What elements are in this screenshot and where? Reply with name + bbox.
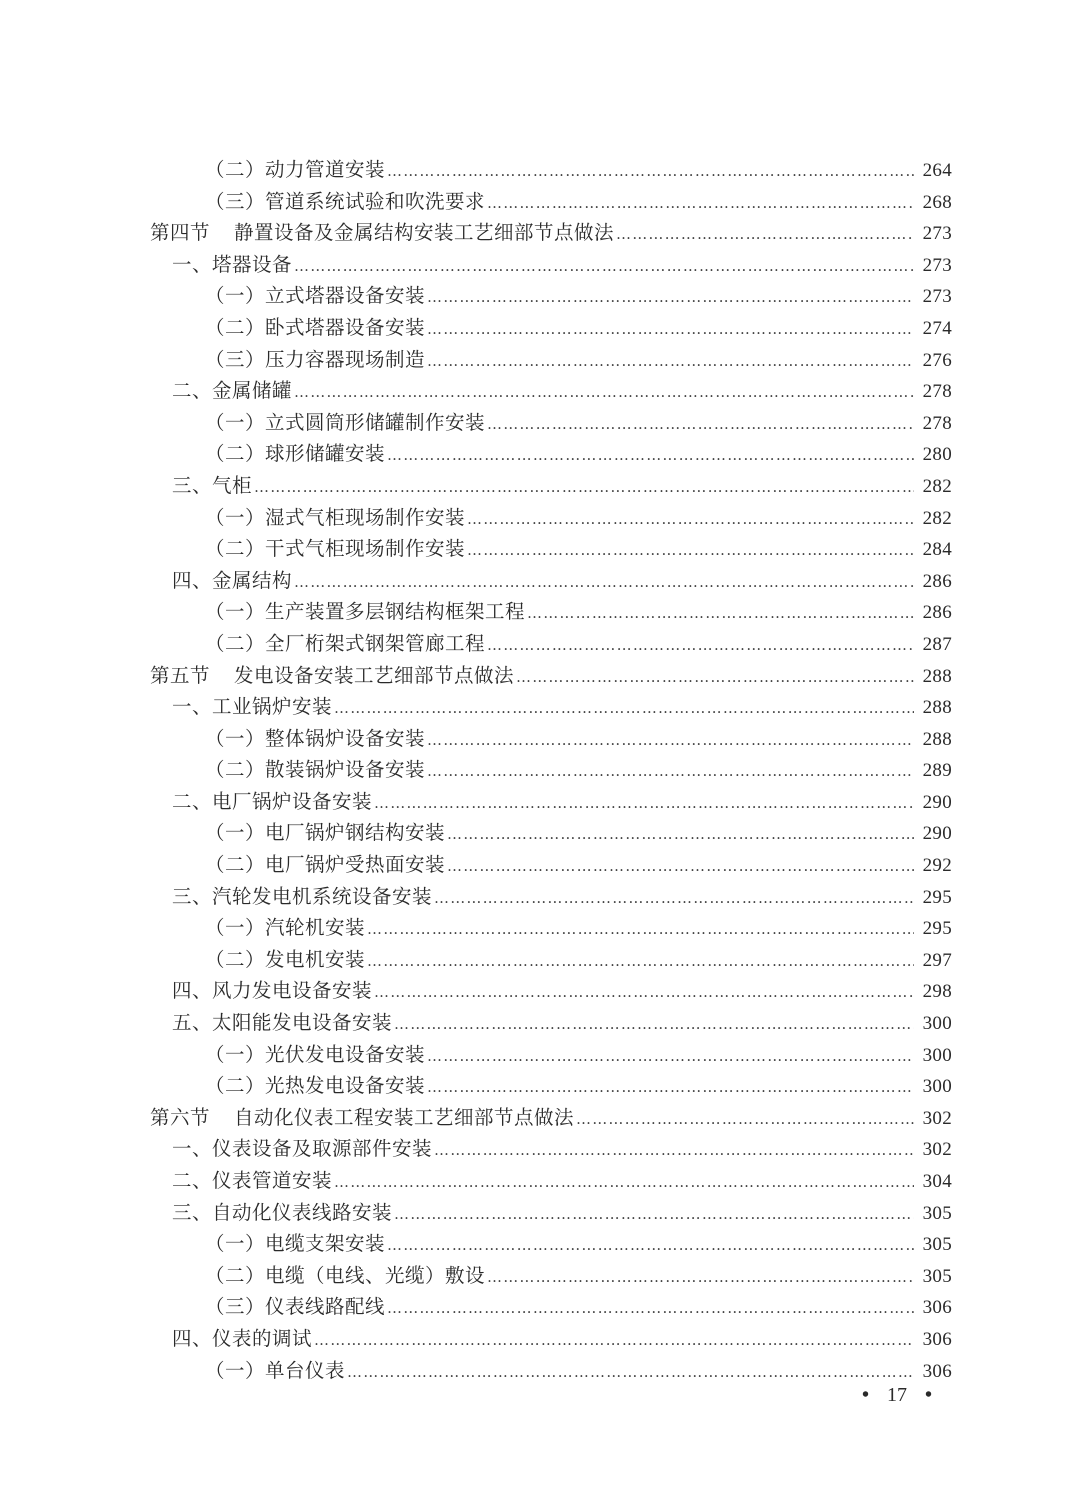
toc-page-number: 273	[922, 254, 952, 276]
toc-entry-text: （二）电厂锅炉受热面安装	[205, 853, 446, 877]
toc-entry-text: （二）球形储罐安装	[205, 442, 386, 466]
toc-entry-text: 三、气柜	[172, 473, 253, 497]
toc-entry[interactable]	[150, 1260, 952, 1292]
toc-entry[interactable]	[150, 1228, 952, 1260]
toc-page-number: 280	[922, 444, 952, 466]
toc-entry-title	[172, 975, 372, 1007]
toc-entry-text: （二）发电机安装	[205, 947, 366, 971]
toc-dot-leader	[467, 504, 914, 536]
toc-entry[interactable]	[150, 375, 952, 407]
toc-entry[interactable]	[150, 217, 952, 249]
toc-dot-leader	[394, 1009, 914, 1041]
toc-dot-leader	[434, 883, 914, 915]
toc-entry-text: （二）散装锅炉设备安装	[205, 758, 426, 782]
toc-entry[interactable]	[150, 1133, 952, 1165]
toc-entry[interactable]	[150, 1291, 952, 1323]
toc-dot-leader	[467, 535, 914, 567]
toc-dot-leader	[487, 409, 914, 441]
toc-entry-title	[205, 186, 485, 218]
toc-entry-text: （一）整体锅炉设备安装	[205, 726, 426, 750]
toc-dot-leader	[427, 346, 914, 378]
toc-page-number: 300	[922, 1044, 952, 1066]
toc-entry[interactable]	[150, 1165, 952, 1197]
toc-entry-title	[205, 533, 465, 565]
toc-dot-leader	[387, 1230, 914, 1262]
toc-entry-title	[172, 1165, 332, 1197]
toc-page-number: 306	[922, 1297, 952, 1319]
toc-dot-leader	[294, 567, 914, 599]
toc-page-number: 284	[922, 539, 952, 561]
toc-entry-text: 自动化仪表工程安装工艺细部节点做法	[234, 1105, 575, 1129]
toc-dot-leader	[447, 851, 914, 883]
toc-page-number: 305	[922, 1265, 952, 1287]
toc-page-number: 264	[922, 160, 952, 181]
toc-dot-leader	[516, 662, 914, 694]
toc-page-number: 304	[922, 1171, 952, 1192]
toc-entry[interactable]	[150, 312, 952, 344]
toc-entry-title	[205, 817, 445, 849]
toc-entry-text: 二、仪表管道安装	[172, 1169, 333, 1192]
toc-page-number: 302	[922, 1107, 952, 1129]
toc-page-number: 268	[922, 191, 952, 213]
toc-page-number: 288	[922, 665, 952, 687]
toc-entry[interactable]	[150, 912, 952, 944]
toc-entry-title	[172, 881, 432, 913]
toc-entry-text: 一、塔器设备	[172, 252, 293, 276]
toc-entry[interactable]	[150, 1070, 952, 1102]
toc-entry-text: 静置设备及金属结构安装工艺细部节点做法	[234, 221, 615, 245]
toc-entry[interactable]	[150, 596, 952, 628]
toc-page-number: 295	[922, 886, 952, 908]
toc-entry-title	[172, 565, 292, 597]
toc-entry[interactable]	[150, 975, 952, 1007]
toc-entry-title	[150, 660, 514, 692]
toc-entry-title	[205, 280, 425, 312]
page-number-dot-right: •	[924, 1384, 932, 1406]
toc-entry-text: （一）单台仪表	[205, 1358, 346, 1382]
toc-entry-title	[172, 1133, 432, 1165]
toc-dot-leader	[254, 472, 914, 504]
toc-page-number: 290	[922, 823, 952, 845]
toc-dot-leader	[394, 1199, 914, 1231]
toc-page-number: 305	[922, 1234, 952, 1256]
toc-entry-text: （一）立式塔器设备安装	[205, 284, 426, 308]
toc-entry-title	[205, 944, 365, 976]
toc-page-number: 300	[922, 1076, 952, 1098]
toc-entry[interactable]	[150, 660, 952, 692]
toc-entry-title	[172, 249, 292, 281]
toc-dot-leader	[487, 188, 914, 220]
toc-entry[interactable]	[150, 628, 952, 660]
toc-entry-title	[172, 1197, 392, 1229]
toc-entry-title	[205, 723, 425, 755]
toc-entry-text: （一）电厂锅炉钢结构安装	[205, 821, 446, 845]
toc-dot-leader	[576, 1104, 914, 1136]
toc-entry[interactable]	[150, 691, 952, 723]
toc-entry[interactable]	[150, 754, 952, 786]
toc-entry-text: （三）压力容器现场制造	[205, 347, 426, 371]
toc-page-number: 274	[922, 317, 952, 339]
toc-entry-text: （二）光热发电设备安装	[205, 1074, 426, 1098]
toc-page-number: 278	[922, 381, 952, 403]
toc-entry[interactable]	[150, 407, 952, 439]
toc-entry-text: 三、自动化仪表线路安装	[172, 1200, 393, 1224]
toc-entry[interactable]	[150, 1007, 952, 1039]
toc-entry[interactable]	[150, 249, 952, 281]
toc-entry[interactable]	[150, 154, 952, 186]
toc-entry[interactable]	[150, 817, 952, 849]
toc-entry-title	[172, 1007, 392, 1039]
toc-page-number: 300	[922, 1013, 952, 1035]
toc-dot-leader	[387, 156, 914, 188]
toc-dot-leader	[427, 1072, 914, 1104]
toc-entry[interactable]	[150, 1102, 952, 1134]
toc-dot-leader	[294, 251, 914, 283]
toc-entry[interactable]	[150, 786, 952, 818]
toc-dot-leader	[374, 788, 914, 820]
toc-entry-text: （二）动力管道安装	[205, 158, 386, 181]
toc-page-number: 286	[922, 570, 952, 592]
toc-entry[interactable]	[150, 881, 952, 913]
toc-page-number: 289	[922, 760, 952, 782]
toc-page-number: 286	[922, 602, 952, 624]
toc-page-number: 288	[922, 728, 952, 750]
toc-entry-title	[205, 596, 525, 628]
toc-page-number: 298	[922, 981, 952, 1003]
toc-dot-leader	[487, 1262, 914, 1294]
toc-page-number: 287	[922, 633, 952, 655]
toc-entry-text: 一、仪表设备及取源部件安装	[172, 1137, 433, 1161]
toc-entry-title	[205, 1260, 485, 1292]
toc-entry-text: （二）卧式塔器设备安装	[205, 315, 426, 339]
toc-dot-leader	[367, 914, 914, 946]
toc-entry[interactable]	[150, 186, 952, 218]
toc-entry-title	[205, 1228, 385, 1260]
toc-entry-text: 发电设备安装工艺细部节点做法	[234, 663, 515, 687]
toc-page-number: 282	[922, 507, 952, 529]
toc-entry-text: 三、汽轮发电机系统设备安装	[172, 884, 433, 908]
toc-entry-title	[205, 154, 385, 186]
toc-dot-leader	[427, 314, 914, 346]
toc-page-number: 306	[922, 1328, 952, 1350]
toc-entry-text: （二）电缆（电线、光缆）敷设	[205, 1263, 486, 1287]
toc-entry-text: （三）管道系统试验和吹洗要求	[205, 189, 486, 213]
toc-entry-text: （一）电缆支架安装	[205, 1232, 386, 1256]
toc-entry[interactable]	[150, 470, 952, 502]
toc-dot-leader	[367, 946, 914, 978]
toc-entry-text: （二）全厂桁架式钢架管廊工程	[205, 631, 486, 655]
toc-dot-leader	[334, 1167, 914, 1199]
toc-entry[interactable]	[150, 1355, 952, 1387]
toc-page-number: 305	[922, 1202, 952, 1224]
toc-entry-title	[172, 1323, 312, 1355]
toc-entry-text: （一）立式圆筒形储罐制作安装	[205, 410, 486, 434]
toc-page-number: 302	[922, 1139, 952, 1161]
toc-entry[interactable]	[150, 723, 952, 755]
toc-section-number: 第五节	[150, 663, 211, 687]
toc-entry[interactable]	[150, 565, 952, 597]
toc-entry-title	[150, 217, 614, 249]
toc-entry-text: 二、金属储罐	[172, 379, 293, 403]
toc-entry-text: 五、太阳能发电设备安装	[172, 1011, 393, 1035]
toc-entry-title	[172, 375, 292, 407]
toc-dot-leader	[387, 440, 914, 472]
toc-entry-text: 一、工业锅炉安装	[172, 695, 333, 719]
toc-entry-text: （二）干式气柜现场制作安装	[205, 537, 466, 561]
toc-entry-text: （一）湿式气柜现场制作安装	[205, 505, 466, 529]
page-number-footer	[862, 1384, 932, 1407]
toc-page-number: 273	[922, 223, 952, 245]
toc-entry[interactable]	[150, 1197, 952, 1229]
toc-dot-leader	[294, 377, 914, 409]
toc-entry-text: 四、风力发电设备安装	[172, 979, 373, 1003]
toc-section-number: 第四节	[150, 221, 211, 245]
toc-entry-title	[150, 1102, 574, 1134]
toc-entry-title	[205, 344, 425, 376]
toc-page-number: 297	[922, 949, 952, 971]
toc-entry-title	[205, 1039, 425, 1071]
toc-entry-title	[205, 1291, 385, 1323]
toc-page-number: 288	[922, 697, 952, 719]
toc-page-number: 278	[922, 412, 952, 434]
toc-entry-title	[205, 754, 425, 786]
toc-entry[interactable]	[150, 533, 952, 565]
toc-entry[interactable]	[150, 849, 952, 881]
toc-entry-text: 二、电厂锅炉设备安装	[172, 789, 373, 813]
toc-page-number: 282	[922, 475, 952, 497]
toc-dot-leader	[387, 1293, 914, 1325]
toc-entry[interactable]	[150, 438, 952, 470]
toc-page-number: 295	[922, 918, 952, 940]
toc-page-number: 290	[922, 791, 952, 813]
toc-section-number: 第六节	[150, 1105, 211, 1129]
toc-page-number: 273	[922, 286, 952, 308]
table-of-contents	[150, 154, 952, 1386]
toc-entry-text: （一）生产装置多层钢结构框架工程	[205, 600, 526, 624]
toc-dot-leader	[427, 725, 914, 757]
page-number-dot-left: •	[862, 1384, 870, 1406]
toc-entry-title	[172, 786, 372, 818]
toc-entry-title	[205, 1070, 425, 1102]
page-number: 17	[887, 1384, 907, 1406]
toc-dot-leader	[334, 693, 914, 725]
toc-entry[interactable]	[150, 344, 952, 376]
toc-entry-text: 四、金属结构	[172, 568, 293, 592]
toc-entry-title	[172, 470, 252, 502]
toc-dot-leader	[347, 1357, 914, 1389]
toc-entry[interactable]	[150, 944, 952, 976]
toc-dot-leader	[527, 598, 914, 630]
toc-entry[interactable]	[150, 502, 952, 534]
toc-entry-title	[205, 312, 425, 344]
toc-page-number: 292	[922, 855, 952, 877]
toc-page-number: 276	[922, 349, 952, 371]
toc-dot-leader	[427, 756, 914, 788]
toc-dot-leader	[314, 1325, 914, 1357]
toc-entry-title	[205, 438, 385, 470]
toc-dot-leader	[427, 282, 914, 314]
toc-entry[interactable]	[150, 1039, 952, 1071]
toc-dot-leader	[434, 1135, 914, 1167]
toc-entry-title	[205, 849, 445, 881]
toc-entry-title	[205, 628, 485, 660]
toc-dot-leader	[374, 977, 914, 1009]
toc-entry-text: （一）光伏发电设备安装	[205, 1042, 426, 1066]
toc-entry-title	[172, 691, 332, 723]
toc-dot-leader	[487, 630, 914, 662]
toc-dot-leader	[447, 819, 914, 851]
toc-entry-title	[205, 502, 465, 534]
toc-page-number: 306	[922, 1360, 952, 1382]
toc-entry-title	[205, 912, 365, 944]
toc-entry[interactable]	[150, 280, 952, 312]
toc-entry[interactable]	[150, 1323, 952, 1355]
toc-entry-text: 四、仪表的调试	[172, 1326, 313, 1350]
toc-dot-leader	[616, 219, 914, 251]
toc-entry-title	[205, 407, 485, 439]
toc-entry-text: （一）汽轮机安装	[205, 916, 366, 940]
toc-dot-leader	[427, 1041, 914, 1073]
toc-entry-title	[205, 1355, 345, 1387]
toc-entry-text: （三）仪表线路配线	[205, 1295, 386, 1319]
